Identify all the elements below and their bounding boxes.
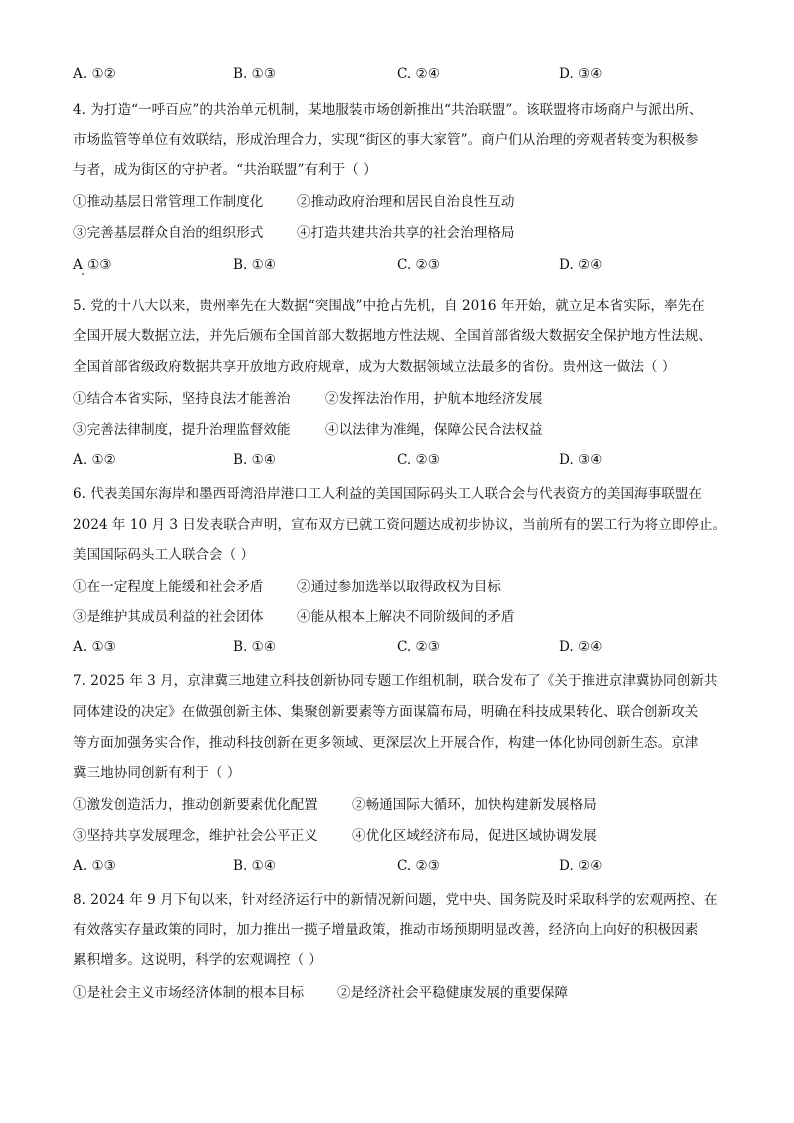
stray-mark [82,273,84,275]
q6-stem-line-2: 2024 年 10 月 3 日发表联合声明，宣布双方已就工资问题达成初步协议，当前所有的罢工行为将立即停止。 [73,517,727,533]
q5-stem-line-2: 全国开展大数据立法，并先后颁布全国首部大数据地方性法规、全国首部省级大数据安全保护地方性法规、 [73,328,712,344]
q5-option-b[interactable]: B. ①④ [233,452,277,468]
q4-option-a[interactable]: A ①③ [73,257,112,273]
q4-stem-line-2: 市场监管等单位有效联结，形成治理合力，实现“街区的事大家管”。商户们从治理的旁观者转变为积极参 [73,132,699,148]
q6-statement-1: ①在一定程度上能缓和社会矛盾 [73,579,264,595]
q7-stem-line-4: 冀三地协同创新有利于（ ） [73,765,241,781]
q7-options [73,858,753,878]
q8-stem-line-3: 累积增多。这说明，科学的宏观调控（ ） [73,952,323,968]
q6-option-b[interactable]: B. ①④ [233,639,277,655]
q5-statement-3: ③完善法律制度，提升治理监督效能 [73,422,291,438]
q7-statement-4: ④优化区域经济布局，促进区域协调发展 [352,828,597,844]
q4-statement-2: ②推动政府治理和居民自治良性互动 [297,194,515,210]
q6-options [73,639,753,659]
q5-stem-line-3: 全国首部省级政府数据共享开放地方政府规章，成为大数据领域立法最多的省份。贵州这一做法（ ） [73,359,676,375]
q5-option-d[interactable]: D. ③④ [559,452,603,468]
q6-option-d[interactable]: D. ②④ [559,639,603,655]
q6-option-a[interactable]: A. ①③ [73,639,116,655]
q6-stem-line-3: 美国国际码头工人联合会（ ） [73,547,255,563]
q4-options [73,257,753,277]
q5-option-a[interactable]: A. ①② [73,452,116,468]
q3-option-c[interactable]: C. ②④ [397,66,440,82]
q7-stem-line-1: 7. 2025 年 3 月，京津冀三地建立科技创新协同专题工作组机制，联合发布了《关于推进京津冀协同创新共 [73,673,718,689]
q4-statement-3: ③完善基层群众自治的组织形式 [73,225,264,241]
q5-option-c[interactable]: C. ②③ [397,452,440,468]
q6-statement-3: ③是维护其成员利益的社会团体 [73,609,264,625]
q8-stem-line-2: 有效落实存量政策的同时，加力推出一揽子增量政策，推动市场预期明显改善，经济向上向好的积极因素 [73,922,699,938]
q4-stem-line-3: 与者，成为街区的守护者。“共治联盟”有利于（ ） [73,162,377,178]
q7-option-b[interactable]: B. ①④ [233,858,277,874]
q5-options [73,452,753,472]
q7-option-c[interactable]: C. ②③ [397,858,440,874]
q6-option-c[interactable]: C. ②③ [397,639,440,655]
q4-option-c[interactable]: C. ②③ [397,257,440,273]
q5-statement-1: ①结合本省实际，坚持良法才能善治 [73,391,291,407]
q4-stem-line-1: 4. 为打造“一呼百应”的共治单元机制，某地服装市场创新推出“共治联盟”。该联盟将市场商户与派出所、 [73,102,703,118]
q4-statement-4: ④打造共建共治共享的社会治理格局 [297,225,515,241]
q7-statement-1: ①激发创造活力，推动创新要素优化配置 [73,797,318,813]
q4-option-b[interactable]: B. ①④ [233,257,277,273]
q8-stem-line-1: 8. 2024 年 9 月下旬以来，针对经济运行中的新情况新问题，党中央、国务院及时采取科学的宏观两控、在 [73,892,718,908]
q7-statement-3: ③坚持共享发展理念，维护社会公平正义 [73,828,318,844]
q7-statement-2: ②畅通国际大循环，加快构建新发展格局 [352,797,597,813]
q7-option-d[interactable]: D. ②④ [559,858,603,874]
q4-statement-1: ①推动基层日常管理工作制度化 [73,194,264,210]
q5-stem-line-1: 5. 党的十八大以来，贵州率先在大数据“突围战”中抢占先机，自 2016 年开始，就立足本省实际，率先在 [73,298,705,314]
q8-statement-2: ②是经济社会平稳健康发展的重要保障 [337,985,569,1001]
q5-statement-4: ④以法律为准绳，保障公民合法权益 [325,422,543,438]
q3-option-d[interactable]: D. ③④ [559,66,603,82]
q7-stem-line-3: 等方面加强务实合作，推动科技创新在更多领域、更深层次上开展合作，构建一体化协同创新生态。京津 [73,735,699,751]
q6-statement-4: ④能从根本上解决不同阶级间的矛盾 [297,609,515,625]
q7-option-a[interactable]: A. ①③ [73,858,116,874]
q5-statement-2: ②发挥法治作用，护航本地经济发展 [325,391,543,407]
q3-options [73,66,753,86]
q8-statement-1: ①是社会主义市场经济体制的根本目标 [73,985,305,1001]
q4-option-d[interactable]: D. ②④ [559,257,603,273]
q7-stem-line-2: 同体建设的决定》在做强创新主体、集聚创新要素等方面谋篇布局，明确在科技成果转化、联合创新攻关 [73,704,699,720]
q6-statement-2: ②通过参加选举以取得政权为目标 [297,579,501,595]
q3-option-a[interactable]: A. ①② [73,66,116,82]
q3-option-b[interactable]: B. ①③ [233,66,277,82]
q6-stem-line-1: 6. 代表美国东海岸和墨西哥湾沿岸港口工人利益的美国国际码头工人联合会与代表资方的美国海事联盟在 [73,486,703,502]
